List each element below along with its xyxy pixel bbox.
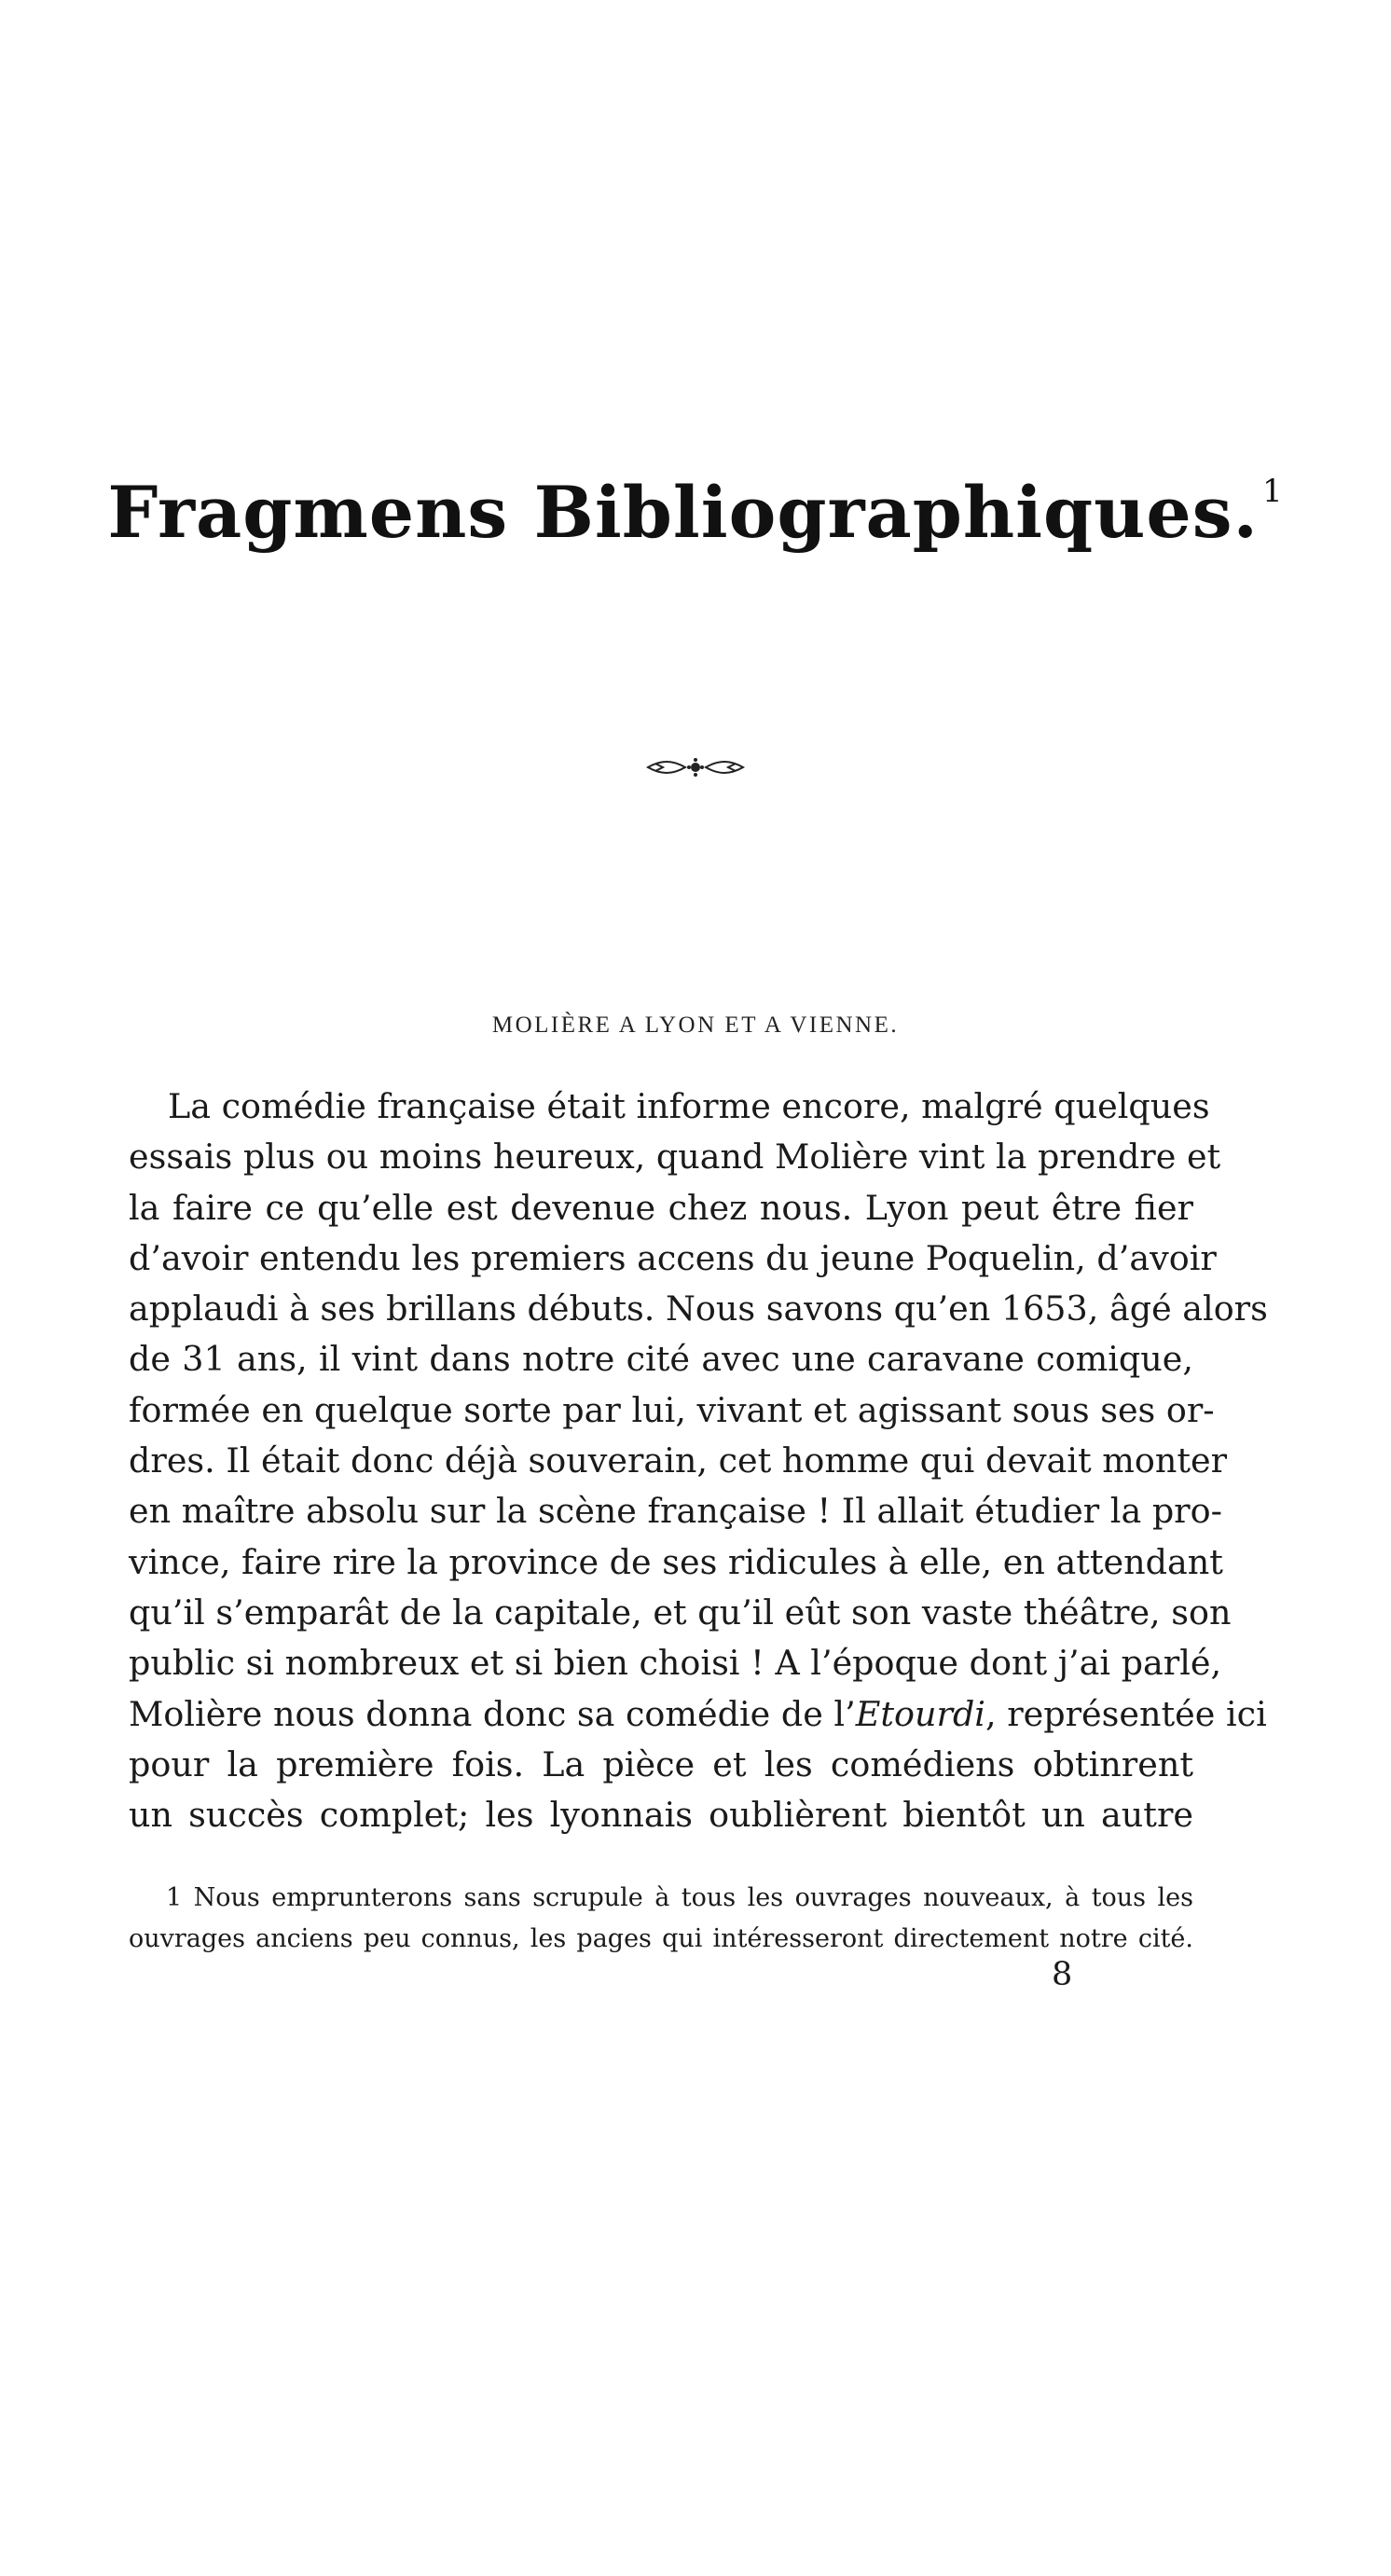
text-line: dres. Il était donc déjà souverain, cet homme qui devait monter xyxy=(129,1440,1228,1481)
text-line: Molière nous donna donc sa comédie de l’Etourdi, représentée ici xyxy=(129,1693,1267,1734)
text-line: qu’il s’emparât de la capitale, et qu’il eût son vaste théâtre, son xyxy=(129,1591,1232,1632)
text-line: applaudi à ses brillans débuts. Nous savons qu’en 1653, âgé alors xyxy=(129,1288,1268,1329)
body-paragraph xyxy=(129,1081,1268,1840)
text-line: vince, faire rire la province de ses ridicules à elle, en attendant xyxy=(129,1541,1223,1582)
text-line: en maître absolu sur la scène française ! Il allait étudier la pro- xyxy=(129,1491,1222,1532)
page-number: 8 xyxy=(1052,1956,1073,1993)
fleuron-ornament-icon xyxy=(0,755,1391,783)
text-line: un succès complet; les lyonnais oublièrent bientôt un autre xyxy=(129,1795,1193,1836)
text-line: essais plus ou moins heureux, quand Molière vint la prendre et xyxy=(129,1136,1221,1178)
footnote-line: ouvrages anciens peu connus, les pages qui intéresseront directement notre cité. xyxy=(129,1924,1193,1953)
footnote-line: 1 Nous emprunterons sans scrupule à tous les ouvrages nouveaux, à tous les xyxy=(166,1883,1193,1912)
text-line: pour la première fois. La pièce et les comédiens obtinrent xyxy=(129,1743,1193,1784)
text-line: de 31 ans, il vint dans notre cité avec une caravane comique, xyxy=(129,1339,1193,1380)
footnote-marker: 1 xyxy=(1262,473,1284,510)
page-title xyxy=(0,471,1391,554)
footnote xyxy=(129,1878,1193,1960)
page-title-text: Fragmens Bibliographiques. xyxy=(107,471,1260,554)
text-line: La comédie française était informe encore, malgré quelques xyxy=(168,1086,1210,1126)
text-line: formée en quelque sorte par lui, vivant et agissant sous ses or- xyxy=(129,1389,1215,1430)
text-line: la faire ce qu’elle est devenue chez nous. Lyon peut être fier xyxy=(129,1187,1193,1228)
section-heading: MOLIÈRE A LYON ET A VIENNE. xyxy=(491,1012,900,1038)
text-line: public si nombreux et si bien choisi ! A l’époque dont j’ai parlé, xyxy=(129,1643,1222,1684)
text-line: d’avoir entendu les premiers accens du jeune Poquelin, d’avoir xyxy=(129,1237,1217,1278)
play-title: Etourdi xyxy=(855,1693,985,1734)
